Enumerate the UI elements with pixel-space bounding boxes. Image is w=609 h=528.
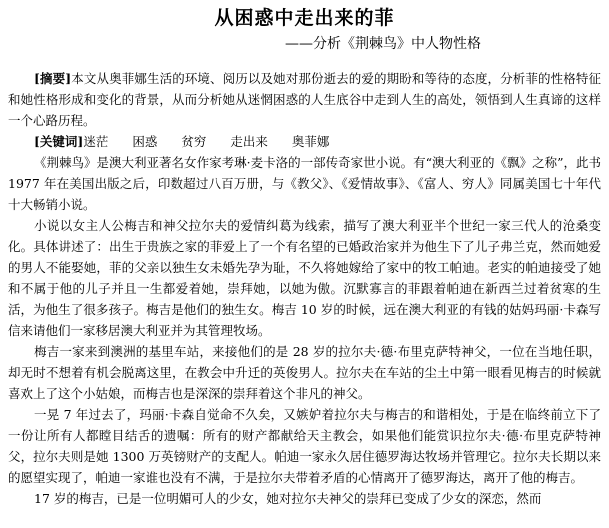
- keywords-label: [关键词]: [34, 134, 84, 149]
- body-paragraph: 17 岁的梅吉，已是一位明媚可人的少女，她对拉尔夫神父的崇拜已变成了少女的深恋，然而: [34, 491, 542, 506]
- keyword: 走出来: [230, 134, 268, 149]
- keyword: 贫穷: [181, 134, 207, 149]
- body-paragraph: 《荆棘鸟》是澳大利亚著名女作家考琳·麦卡洛的一部传奇家世小说。有“澳大利亚的《飘》之称”，此书 1977 年在美国出版之后，印数超过八百万册，与《教父》、《爱情故事》、《富人、穷人》同属美国七十年代十大畅销小说。: [8, 155, 601, 212]
- body-paragraph: 一晃 7 年过去了，玛丽·卡森自觉命不久矣，又嫉妒着拉尔夫与梅吉的和谐相处，于是在临终前立下了一份让所有人都瞠目结舌的遗嘱：所有的财产都献给天主教会，如果他们能赏识拉尔夫·德·布里克萨特神父，拉尔夫则是她 1300 万英镑财产的支配人。帕迪一家永久居住德罗海达牧场并管理它。拉尔夫长期以来的愿望实现了，帕迪一家谁也没有不满，于是拉尔夫带着矛盾的心情离开了德罗海达，离开了他的梅吉。: [8, 407, 601, 485]
- keyword: 迷茫: [83, 134, 109, 149]
- body-paragraph: 梅吉一家来到澳洲的基里车站，来接他们的是 28 岁的拉尔夫·德·布里克萨特神父，一位在当地任职，却无时不想着有机会脱离这里，在教会中升迁的英俊男人。拉尔夫在车站的尘土中第一眼看见梅吉的时候就喜欢上了这个小姑娘，而梅吉也是深深的崇拜着这个非凡的神父。: [8, 344, 601, 401]
- keyword: 奥菲娜: [291, 134, 330, 149]
- body-paragraph: 小说以女主人公梅吉和神父拉尔夫的爱情纠葛为线索，描写了澳大利亚半个世纪一家三代人的沧桑变化。具体讲述了：出生于贵族之家的菲爱上了一个有名望的已婚政治家并为他生下了儿子弗兰克，然而她爱的男人不能娶她，菲的父亲以独生女未婚先孕为耻，不久将她嫁给了家中的牧工帕迪。老实的帕迪接受了她和不属于他的儿子并且一生都爱着她，崇拜她，以她为傲。沉默寡言的菲跟着帕迪在新西兰过着贫寒的生活，为他生了很多孩子。梅吉是他们的独生女。梅吉 10 岁的时候，远在澳大利亚的有钱的姑妈玛丽·卡森写信来请他们一家移居澳大利亚并为其管理牧场。: [8, 218, 601, 338]
- keywords-row: [34, 131, 601, 152]
- keyword: 困惑: [132, 134, 158, 149]
- document-title: 从困惑中走出来的菲: [214, 7, 395, 29]
- abstract-label: [摘要]: [34, 71, 72, 86]
- document-subtitle: ——分析《荆棘鸟》中人物性格: [285, 36, 481, 52]
- abstract-paragraph: [8, 68, 601, 131]
- abstract-text: 本文从奥菲娜生活的环境、阅历以及她对那份逝去的爱的期盼和等待的态度，分析菲的性格特征和她性格形成和变化的背景，从而分析她从迷惘困惑的人生底谷中走到人生的高处，领悟到人生真谛的这样一个心路历程。: [8, 71, 601, 128]
